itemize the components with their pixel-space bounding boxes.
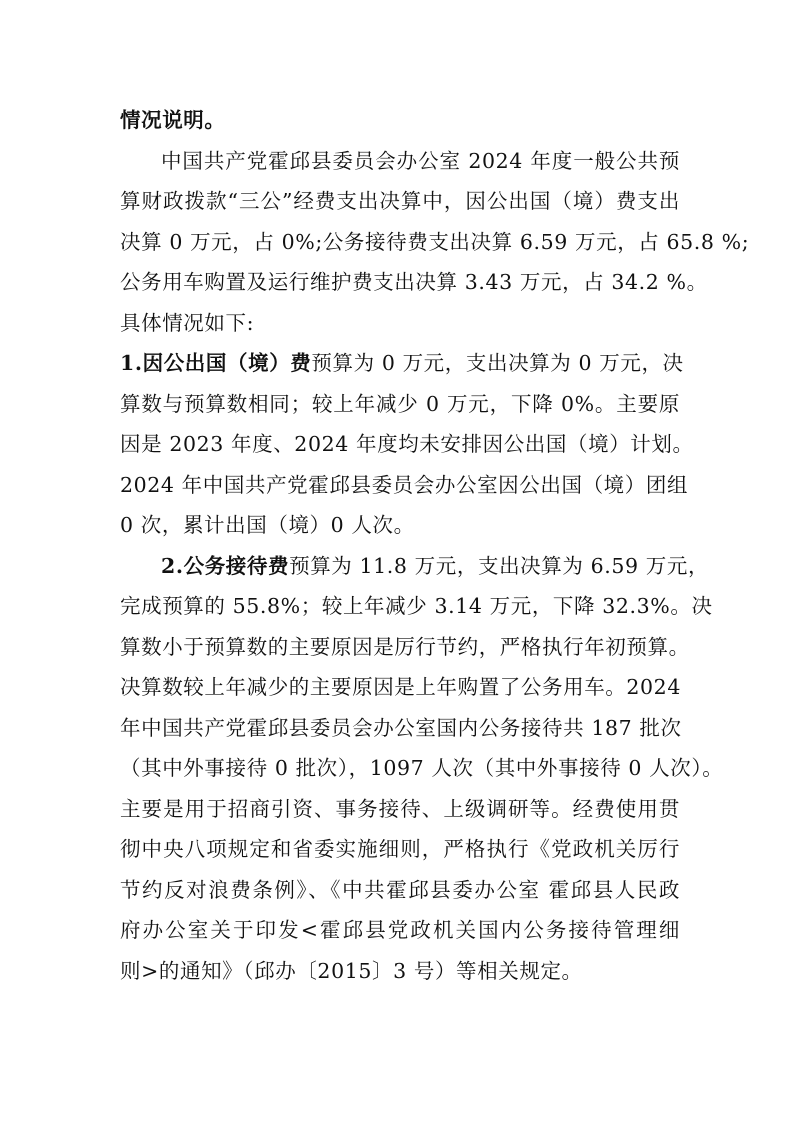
- line-text: 彻中央八项规定和省委实施细则，严格执行《党政机关厉行: [120, 837, 680, 861]
- line-text: 府办公室关于印发<霍邱县党政机关国内公务接待管理细: [120, 918, 680, 942]
- section-2-line: [120, 870, 680, 911]
- section-2-line: [120, 667, 680, 708]
- paragraph-1-line: [120, 303, 680, 344]
- section-2-line: [120, 748, 724, 789]
- paragraph-1-line: [120, 181, 680, 222]
- section-2-title: 2.公务接待费: [161, 553, 290, 578]
- section-1-line: [120, 384, 680, 425]
- line-text: 决算数较上年减少的主要原因是上年购置了公务用车。2024: [120, 675, 681, 699]
- line-text: 因是 2023 年度、2024 年度均未安排因公出国（境）计划。: [120, 432, 694, 456]
- line-text: 0 次，累计出国（境）0 人次。: [120, 513, 415, 537]
- line-text: 主要是用于招商引资、事务接待、上级调研等。经费使用贯: [120, 796, 680, 821]
- line-text: 预算为 0 万元，支出决算为 0 万元，决: [311, 351, 684, 375]
- section-1-title: 1.因公出国（境）费: [120, 351, 312, 375]
- section-1-line: [120, 424, 694, 465]
- line-text: 公务用车购置及运行维护费支出决算 3.43 万元，占 34.2 %。: [120, 270, 708, 294]
- paragraph-1-line: [120, 222, 750, 263]
- section-2-line: [120, 829, 680, 870]
- line-text: 中国共产党霍邱县委员会办公室 2024 年度一般公共预: [161, 148, 680, 173]
- line-text: 2024 年中国共产党霍邱县委员会办公室因公出国（境）团组: [120, 472, 689, 497]
- heading-line: [120, 100, 680, 141]
- line-text: 节约反对浪费条例》、《中共霍邱县委办公室 霍邱县人民政: [120, 877, 680, 902]
- section-1-line: [120, 465, 689, 506]
- section-2-line: [120, 951, 680, 992]
- section-2-line: [120, 910, 680, 951]
- document-body: [120, 100, 750, 991]
- paragraph-1-line: [120, 141, 680, 182]
- line-text: 算数与预算数相同；较上年减少 0 万元，下降 0%。主要原: [120, 391, 680, 416]
- line-text: 算数小于预算数的主要原因是厉行节约，严格执行年初预算。: [120, 634, 690, 659]
- section-2-line: [120, 546, 710, 587]
- line-text: 决算 0 万元，占 0%;公务接待费支出决算 6.59 万元，占 65.8 %;: [120, 229, 750, 254]
- section-1-line: [120, 505, 680, 546]
- line-text: （其中外事接待 0 批次），1097 人次（其中外事接待 0 人次）。: [120, 756, 724, 780]
- line-text: 则>的通知》（邱办〔2015〕3 号）等相关规定。: [120, 958, 583, 983]
- section-2-line: [120, 586, 713, 627]
- heading-text: 情况说明。: [120, 108, 226, 132]
- section-2-line: [120, 627, 690, 668]
- paragraph-1-line: [120, 262, 708, 303]
- section-2-line: [120, 789, 680, 830]
- section-2-line: [120, 708, 680, 749]
- line-text: 算财政拨款“三公”经费支出决算中，因公出国（境）费支出: [120, 189, 680, 213]
- line-text: 年中国共产党霍邱县委员会办公室国内公务接待共 187 批次: [120, 715, 682, 740]
- section-1-line: [120, 343, 684, 384]
- line-text: 完成预算的 55.8%；较上年减少 3.14 万元，下降 32.3%。决: [120, 594, 713, 618]
- line-text: 预算为 11.8 万元，支出决算为 6.59 万元，: [289, 553, 710, 578]
- line-text: 具体情况如下:: [120, 310, 255, 335]
